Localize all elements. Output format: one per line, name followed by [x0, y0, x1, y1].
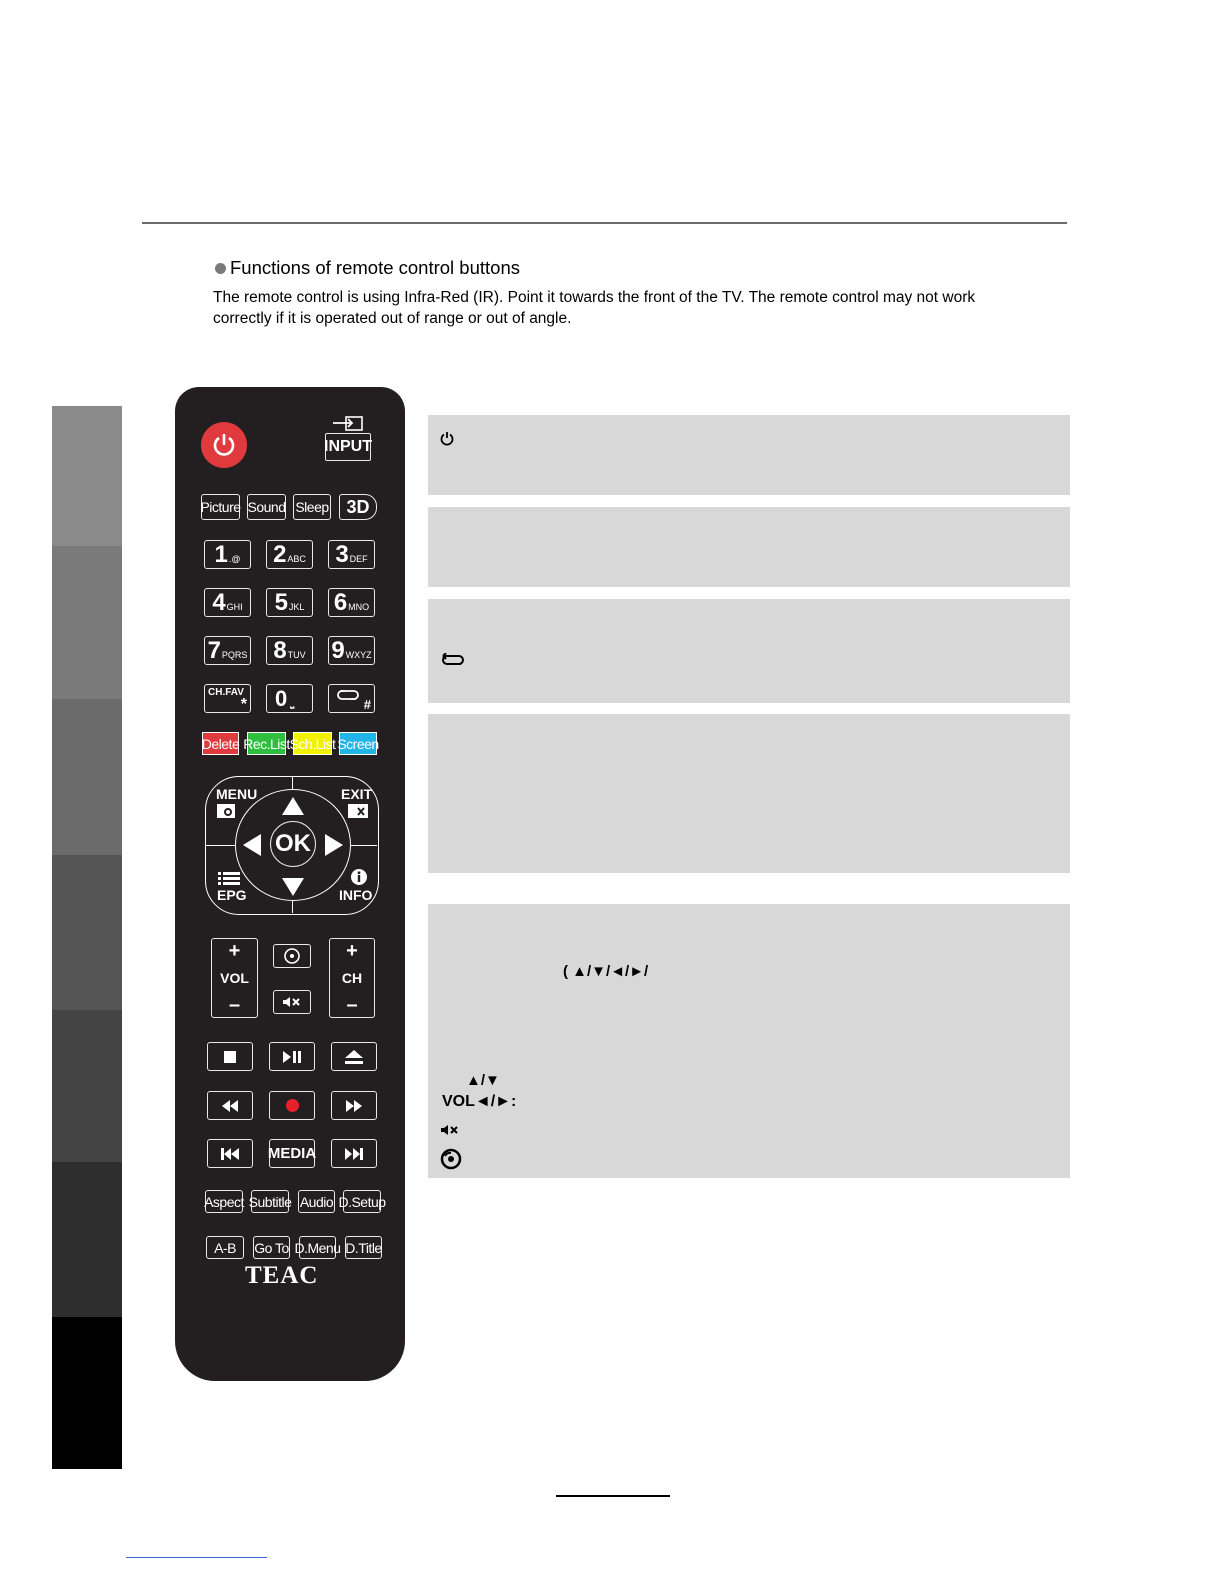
- number-6-button[interactable]: 6 MNO: [328, 588, 375, 617]
- rewind-button[interactable]: [207, 1091, 253, 1120]
- right-arrow-button[interactable]: [324, 833, 344, 857]
- chapter-tab: [52, 855, 122, 1010]
- fast-forward-icon: [346, 1100, 362, 1112]
- function-box-color: [428, 714, 1070, 873]
- skip-next-icon: [345, 1148, 363, 1160]
- chapter-tab: [52, 699, 122, 855]
- remote-control: [175, 387, 405, 1381]
- info-icon: [351, 869, 367, 885]
- audio-button[interactable]: Audio: [298, 1190, 335, 1213]
- page-footer-rule: [556, 1495, 670, 1497]
- brand-logo: TEAC: [245, 1262, 319, 1289]
- 3d-button[interactable]: 3D: [339, 494, 377, 520]
- dvd-menu-button[interactable]: D.Menu: [299, 1236, 336, 1259]
- sound-button[interactable]: Sound: [247, 494, 286, 520]
- aspect-button[interactable]: Aspect: [205, 1190, 243, 1213]
- input-button[interactable]: INPUT: [325, 433, 371, 461]
- dvd-title-button[interactable]: D.Title: [345, 1236, 382, 1259]
- fast-forward-button[interactable]: [331, 1091, 377, 1120]
- disc-icon: [283, 947, 301, 965]
- recall-icon: [440, 653, 466, 671]
- number-8-button[interactable]: 8 TUV: [266, 636, 313, 665]
- eject-icon: [345, 1050, 363, 1064]
- goto-button[interactable]: Go To: [253, 1236, 290, 1259]
- number-9-button[interactable]: 9 WXYZ: [328, 636, 375, 665]
- function-box-quick: [428, 507, 1070, 587]
- power-icon: [440, 431, 454, 450]
- disc-button[interactable]: [273, 944, 311, 968]
- left-arrow-button[interactable]: [242, 833, 262, 857]
- picture-button[interactable]: Picture: [201, 494, 240, 520]
- number-5-button[interactable]: 5 JKL: [266, 588, 313, 617]
- intro-paragraph: The remote control is using Infra-Red (IR). Point it towards the front of the TV. The remote control may not work correctly if it is operated out of range or out of angle.: [213, 289, 976, 327]
- mute-icon: [440, 1123, 460, 1140]
- number-1-button[interactable]: 1 .@: [204, 540, 251, 569]
- sleep-button[interactable]: Sleep: [293, 494, 331, 520]
- disc-icon: [440, 1148, 462, 1174]
- eject-button[interactable]: [331, 1042, 377, 1071]
- stop-icon: [224, 1051, 236, 1063]
- info-button[interactable]: INFO: [339, 887, 373, 903]
- recall-button[interactable]: #: [328, 684, 375, 713]
- space-icon: ⎵: [290, 698, 295, 709]
- chapter-tab: [52, 1010, 122, 1162]
- ok-button[interactable]: OK: [270, 821, 316, 867]
- record-icon: [286, 1099, 299, 1112]
- number-0-button[interactable]: 0 ⎵: [266, 684, 313, 713]
- channel-rocker[interactable]: + CH –: [329, 938, 375, 1018]
- rewind-icon: [222, 1100, 238, 1112]
- power-button[interactable]: [201, 422, 247, 468]
- delete-button[interactable]: Delete: [202, 732, 239, 755]
- mute-icon: [282, 996, 302, 1008]
- function-box-power: [428, 415, 1070, 495]
- recall-icon: [336, 689, 360, 701]
- number-3-button[interactable]: 3 DEF: [328, 540, 375, 569]
- nav-arrows-text: ( ▲/▼/◄/►/: [563, 963, 649, 980]
- subtitle-button[interactable]: Subtitle: [251, 1190, 289, 1213]
- chapter-tab: [52, 406, 122, 546]
- volume-rocker[interactable]: + VOL –: [211, 938, 258, 1018]
- skip-previous-icon: [221, 1148, 239, 1160]
- function-box-navigation: [428, 904, 1070, 1178]
- section-heading: Functions of remote control buttons: [215, 257, 520, 279]
- menu-gear-icon: [217, 804, 235, 818]
- previous-button[interactable]: [207, 1139, 253, 1168]
- media-button[interactable]: MEDIA: [269, 1139, 315, 1168]
- play-pause-button[interactable]: [269, 1042, 315, 1071]
- menu-button[interactable]: MENU: [216, 786, 258, 802]
- epg-list-icon: [218, 872, 240, 886]
- chapter-tab: [52, 1317, 122, 1469]
- chapter-tab-strip: [52, 406, 122, 1469]
- vol-arrows-text: VOL◄/►:: [442, 1093, 517, 1110]
- power-icon: [211, 432, 237, 458]
- record-button[interactable]: [269, 1091, 315, 1120]
- epg-button[interactable]: EPG: [217, 887, 247, 903]
- link-underline: [126, 1557, 267, 1558]
- chapter-tab: [52, 546, 122, 699]
- top-divider: [142, 222, 1067, 224]
- play-pause-icon: [283, 1051, 301, 1063]
- number-4-button[interactable]: 4 GHI: [204, 588, 251, 617]
- screen-button[interactable]: Screen: [339, 732, 377, 755]
- ch-arrows-text: ▲/▼: [466, 1072, 500, 1089]
- number-2-button[interactable]: 2 ABC: [266, 540, 313, 569]
- dvd-setup-button[interactable]: D.Setup: [343, 1190, 381, 1213]
- bullet-dot-icon: [215, 263, 226, 274]
- up-arrow-button[interactable]: [281, 796, 305, 816]
- ch-fav-button[interactable]: CH.FAV *: [204, 684, 251, 713]
- mute-button[interactable]: [273, 990, 311, 1014]
- rec-list-button[interactable]: Rec.List: [247, 732, 286, 755]
- down-arrow-button[interactable]: [281, 877, 305, 897]
- stop-button[interactable]: [207, 1042, 253, 1071]
- function-box-numbers: [428, 599, 1070, 703]
- input-source-icon: [332, 416, 364, 432]
- a-b-button[interactable]: A-B: [206, 1236, 244, 1259]
- exit-close-icon: [348, 804, 368, 818]
- navigation-pad: [205, 776, 379, 915]
- next-button[interactable]: [331, 1139, 377, 1168]
- exit-button[interactable]: EXIT: [341, 786, 373, 802]
- number-7-button[interactable]: 7 PQRS: [204, 636, 251, 665]
- sch-list-button[interactable]: Sch.List: [293, 732, 332, 755]
- chapter-tab: [52, 1162, 122, 1317]
